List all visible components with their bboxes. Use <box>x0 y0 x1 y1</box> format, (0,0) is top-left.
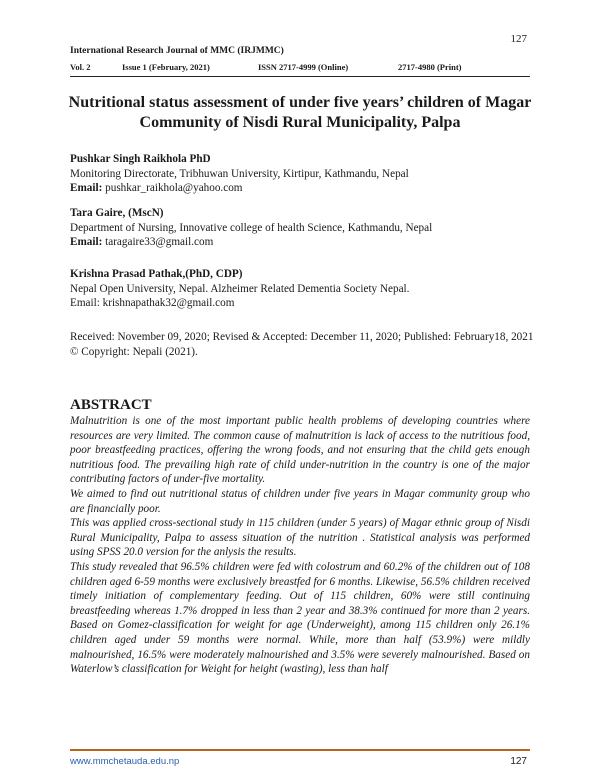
email-label: Email: <box>70 236 103 248</box>
abstract-paragraph: This was applied cross-sectional study in 115 children (under 5 years) of Magar ethnic group of Nisdi Rural Municipality, Palpa to assess situation of the nutrition . Statistical analysis was performed using SPSS 20.0 version for the anlysis the results. <box>70 517 530 559</box>
author-2 <box>70 206 540 250</box>
issue: Issue 1 (February, 2021) <box>122 62 210 72</box>
header-rule <box>70 76 530 77</box>
author-affiliation: Department of Nursing, Innovative college of health Science, Kathmandu, Nepal <box>70 221 433 234</box>
paper-title: Nutritional status assessment of under five years’ children of Magar Community of Nisdi Rural Municipality, Palpa <box>68 94 532 131</box>
issn-online: ISSN 2717-4999 (Online) <box>258 62 349 72</box>
author-email[interactable]: pushkar_raikhola@yahoo.com <box>105 182 243 194</box>
author-affiliation: Nepal Open University, Nepal. Alzheimer Related Dementia Society Nepal. <box>70 282 410 295</box>
copyright-line: © Copyright: Nepali (2021). <box>70 345 198 358</box>
footer-url[interactable]: www.mmchetauda.edu.np <box>70 756 180 767</box>
email-label: Email: <box>70 297 100 309</box>
author-name: Krishna Prasad Pathak,(PhD, CDP) <box>70 268 243 280</box>
dates-line: Received: November 09, 2020; Revised & Accepted: December 11, 2020; Published: February18, 2021 <box>70 331 534 343</box>
journal-name: International Research Journal of MMC (IRJMMC) <box>70 46 284 56</box>
footer-rule <box>70 749 530 751</box>
author-name: Tara Gaire, (MscN) <box>70 207 164 219</box>
volume: Vol. 2 <box>70 62 91 72</box>
author-3 <box>70 267 540 311</box>
abstract-heading: ABSTRACT <box>70 397 152 413</box>
page-number-top: 127 <box>510 33 527 45</box>
author-email[interactable]: krishnapathak32@gmail.com <box>102 297 235 309</box>
author-1 <box>70 152 540 196</box>
page-number-bottom: 127 <box>510 756 527 767</box>
author-email[interactable]: taragaire33@gmail.com <box>105 236 214 248</box>
author-name: Pushkar Singh Raikhola PhD <box>70 153 211 165</box>
publication-dates <box>70 330 540 359</box>
email-label: Email: <box>70 182 103 194</box>
abstract-paragraph: We aimed to find out nutritional status of children under five years in Magar community group who are financially poor. <box>70 487 530 515</box>
abstract-paragraph: This study revealed that 96.5% children were fed with colostrum and 60.2% of the children out of 108 children aged 6-59 months were exclusively breastfed for 6 months. Likewise, 56.5% children received timely initiation of complementary feeding. Out of 115 children, 60% were still continuing breastfeeding whereas 1.7% dropped in less than 2 year and 38.3% continued for more than 2 years. Based on Gomez-classification for weight for age (Underweight), among 115 children only 26.1% children aged under 59 months were normal. While, more than half (53.9%) were mildly malnourished, 16.5% were moderately malnourished and 3.5% were severely malnourished. Based on Waterlow’s classification for Weight for height (wasting), less than half <box>70 560 530 676</box>
author-affiliation: Monitoring Directorate, Tribhuwan University, Kirtipur, Kathmandu, Nepal <box>70 167 409 180</box>
abstract-paragraph: Malnutrition is one of the most important public health problems of developing countries where resources are very limited. The common cause of malnutrition is lack of access to the nutritious food, poor breastfeeding practices, offering the wrong foods, and not ensuring that the child gets enough nutritious food. The prevailing high rate of child under-nutrition in the country is one of the major contributing factors of under-five mortality. <box>70 415 530 486</box>
abstract-body <box>70 414 530 677</box>
issn-print: 2717-4980 (Print) <box>398 62 462 72</box>
